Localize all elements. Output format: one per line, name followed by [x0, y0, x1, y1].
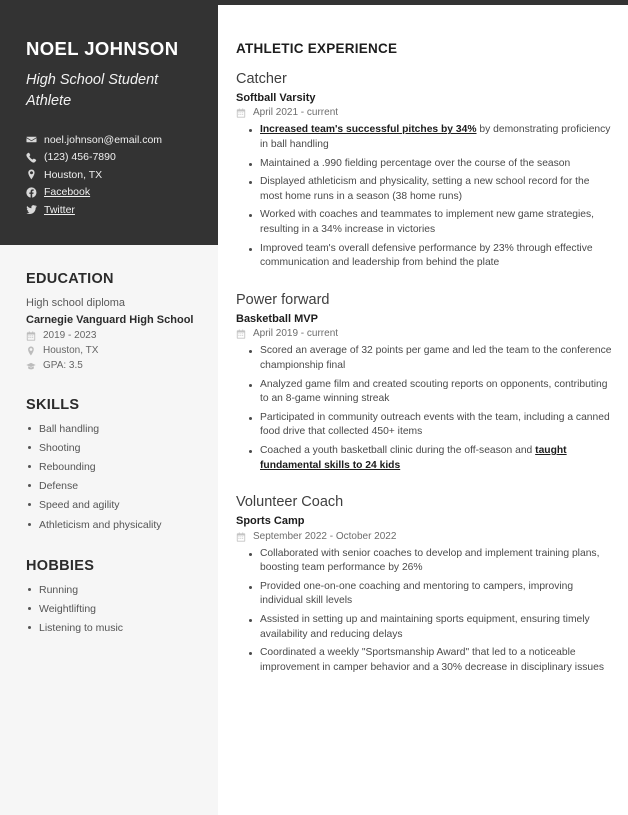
calendar-icon	[236, 108, 249, 118]
skills-list	[26, 422, 200, 532]
entry-date-label: September 2022 - October 2022	[253, 530, 397, 542]
list-item: Displayed athleticism and physicality, setting a new school record for the most home runs in a season (38 home runs)	[248, 175, 614, 204]
list-item: Coordinated a weekly "Sportsmanship Award" that led to a noticeable improvement in camper behavior and a 30% decrease in disciplinary issues	[248, 646, 614, 675]
entry-bullets	[236, 123, 614, 270]
entry-role: Power forward	[236, 291, 330, 308]
list-item: Assisted in setting up and maintaining sports equipment, ensuring timely availability and reducing delays	[248, 613, 614, 642]
entry-role: Volunteer Coach	[236, 494, 344, 511]
list-item: Listening to music	[26, 621, 200, 635]
contact-list	[26, 134, 196, 215]
bullet-rest: by demonstrating proficiency in ball handling	[260, 124, 611, 151]
entry-date	[236, 532, 614, 542]
list-item: Provided one-on-one coaching and mentoring to campers, improving individual skill levels	[248, 580, 614, 609]
contact-twitter-label[interactable]: Twitter	[44, 203, 75, 216]
entry-bullets	[236, 547, 614, 676]
list-item: Speed and agility	[26, 498, 200, 512]
bullet-highlight: Increased team's successful pitches by 34%	[260, 124, 477, 136]
contact-location	[26, 169, 196, 180]
education-degree: High school diploma	[26, 297, 126, 309]
list-item: Participated in community outreach events with the team, including a canned food drive that collected 450+ items	[248, 411, 614, 440]
contact-facebook-label[interactable]: Facebook	[44, 186, 91, 199]
phone-icon	[26, 152, 40, 163]
list-item: Maintained a .990 fielding percentage over the course of the season	[248, 157, 614, 172]
calendar-icon	[26, 331, 39, 341]
education-location-label: Houston, TX	[43, 344, 99, 356]
entry-bullets	[236, 344, 614, 473]
education-location	[26, 346, 200, 356]
list-item: Scored an average of 32 points per game and led the team to the conference championship final	[248, 344, 614, 373]
experience-entry	[236, 291, 614, 473]
contact-email-label: noel.johnson@email.com	[44, 133, 163, 146]
list-item	[248, 123, 614, 152]
list-item: Defense	[26, 479, 200, 493]
calendar-icon	[236, 532, 249, 542]
hobbies-list	[26, 583, 200, 636]
hobbies-section	[26, 558, 200, 636]
education-dates-label: 2019 - 2023	[43, 329, 97, 341]
entry-date	[236, 108, 614, 118]
entry-organization: Basketball MVP	[236, 313, 318, 326]
list-item	[248, 444, 614, 473]
contact-phone[interactable]	[26, 152, 196, 163]
location-pin-icon	[26, 346, 39, 356]
education-dates	[26, 331, 200, 341]
education-gpa-label: GPA: 3.5	[43, 359, 83, 371]
list-item: Collaborated with senior coaches to develop and implement training plans, boosting team performance by 26%	[248, 547, 614, 576]
calendar-icon	[236, 329, 249, 339]
education-heading: EDUCATION	[26, 271, 114, 287]
sidebar-header	[0, 0, 218, 245]
entry-role: Catcher	[236, 71, 287, 87]
job-title: High School Student Athlete	[26, 72, 159, 110]
list-item: Rebounding	[26, 460, 200, 474]
bullet-rest: Coached a youth basketball clinic during the off-season and	[260, 444, 536, 456]
contact-twitter[interactable]	[26, 204, 196, 215]
facebook-icon	[26, 187, 40, 198]
contact-location-label: Houston, TX	[44, 168, 103, 181]
list-item: Weightlifting	[26, 602, 200, 616]
education-gpa	[26, 361, 200, 371]
list-item: Analyzed game film and created scouting reports on opponents, contributing to an 8-game winning streak	[248, 378, 614, 407]
list-item: Running	[26, 583, 200, 597]
top-accent-band	[0, 0, 628, 5]
entry-date-label: April 2019 - current	[253, 328, 339, 340]
main-content	[218, 0, 628, 815]
location-pin-icon	[26, 169, 40, 180]
contact-facebook[interactable]	[26, 187, 196, 198]
athletic-experience-heading: ATHLETIC EXPERIENCE	[236, 41, 398, 56]
entry-date	[236, 329, 614, 339]
contact-email[interactable]	[26, 134, 196, 145]
graduation-cap-icon	[26, 361, 39, 371]
entry-organization: Sports Camp	[236, 515, 305, 528]
list-item: Athleticism and physicality	[26, 518, 200, 532]
list-item: Worked with coaches and teammates to implement new game strategies, resulting in a 34% increase in victories	[248, 208, 614, 237]
experience-entry	[236, 493, 614, 675]
entry-date-label: April 2021 - current	[253, 107, 339, 119]
list-item: Ball handling	[26, 422, 200, 436]
envelope-icon	[26, 134, 40, 145]
education-school: Carnegie Vanguard High School	[26, 313, 194, 326]
list-item: Improved team's overall defensive performance by 23% through effective communication and leadership from behind the plate	[248, 242, 614, 271]
contact-phone-label: (123) 456-7890	[44, 151, 116, 164]
education-section	[26, 271, 200, 371]
bullet-highlight: taught fundamental skills to 24 kids	[260, 444, 567, 471]
sidebar-body	[0, 245, 218, 635]
page-title: NOEL JOHNSON	[26, 38, 179, 59]
sidebar	[0, 0, 218, 815]
twitter-icon	[26, 204, 40, 215]
list-item: Shooting	[26, 441, 200, 455]
hobbies-heading: HOBBIES	[26, 557, 95, 574]
experience-entry	[236, 70, 614, 271]
skills-section	[26, 397, 200, 532]
skills-heading: SKILLS	[26, 396, 80, 413]
entry-organization: Softball Varsity	[236, 92, 316, 105]
